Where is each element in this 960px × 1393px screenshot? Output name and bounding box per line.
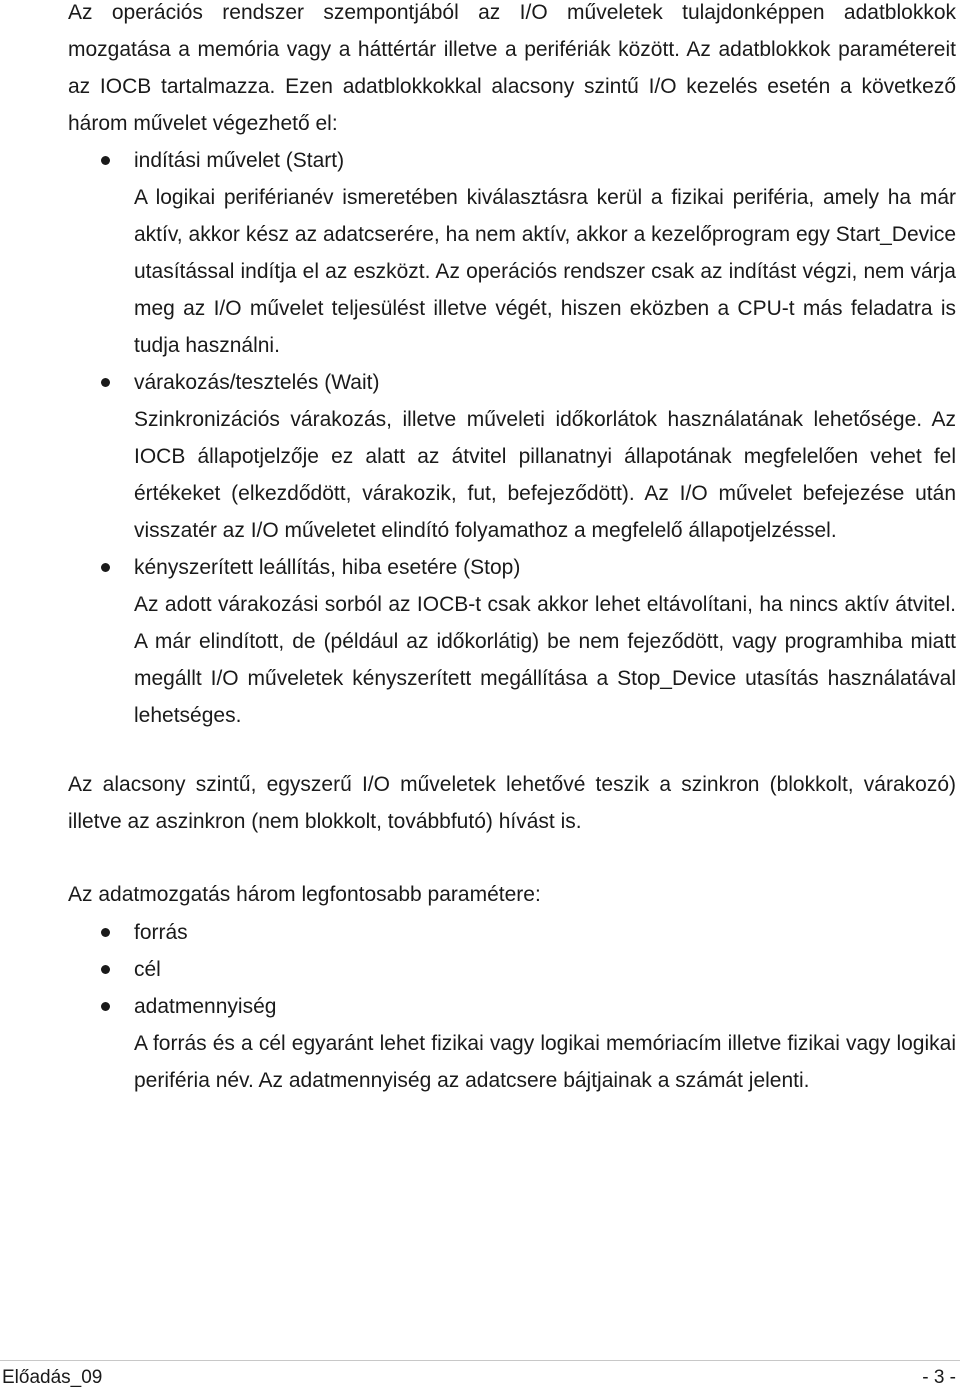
list-item <box>0 142 956 179</box>
list-item <box>0 914 956 951</box>
list-item <box>0 364 956 401</box>
operation-title: indítási művelet (Start) <box>134 149 345 172</box>
parameter-label: adatmennyiség <box>134 995 277 1018</box>
parameters-title: Az adatmozgatás három legfontosabb paramétere: <box>68 883 541 906</box>
bullet-icon <box>101 156 110 165</box>
parameter-label: cél <box>134 958 161 981</box>
list-item <box>0 988 956 1025</box>
operation-description: Az adott várakozási sorból az IOCB-t csak akkor lehet eltávolítani, ha nincs aktív átvitel. A már elindított, de (például az időkorlátig) be nem fejeződött, vagy programhiba miatt megállt I/O műveletek kényszerített megállítása a Stop_Device utasítás használatával lehetséges. <box>134 593 956 727</box>
footer-lecture-label: Előadás_09 <box>2 1367 103 1388</box>
page-footer <box>0 1366 960 1390</box>
operation-title: várakozás/tesztelés (Wait) <box>134 371 380 394</box>
bullet-icon <box>101 928 110 937</box>
summary-paragraph: Az alacsony szintű, egyszerű I/O műveletek lehetővé teszik a szinkron (blokkolt, várakozó) illetve az aszinkron (nem blokkolt, továbbfutó) hívást is. <box>68 773 956 833</box>
operation-description: Szinkronizációs várakozás, illetve műveleti időkorlátok használatának lehetősége. Az IOCB állapotjelzője ez alatt az átvitel pillanatnyi állapotának megfelelően vehet fel értékeket (elkezdődött, várakozik, fut, befejeződött). Az I/O művelet befejezése után visszatér az I/O műveletet elindító folyamathoz a megfelelő állapotjelzéssel. <box>134 408 956 542</box>
bullet-icon <box>101 965 110 974</box>
bullet-icon <box>101 1002 110 1011</box>
footer-divider <box>0 1360 960 1361</box>
list-item <box>0 549 956 586</box>
parameters-list <box>0 914 960 1099</box>
list-item <box>0 951 956 988</box>
operations-list <box>0 142 960 734</box>
bullet-icon <box>101 563 110 572</box>
operation-title: kényszerített leállítás, hiba esetére (Stop) <box>134 556 521 579</box>
operation-description: A logikai periférianév ismeretében kiválasztásra kerül a fizikai periféria, amely ha már aktív, akkor kész az adatcserére, ha nem aktív, akkor a kezelőprogram egy Start_Device utasítással indítja el az eszközt. Az operációs rendszer csak az indítást végzi, nem várja meg az I/O művelet teljesülést illetve végét, hiszen eközben a CPU-t más feladatra is tudja használni. <box>134 186 956 357</box>
parameters-description: A forrás és a cél egyaránt lehet fizikai vagy logikai memóriacím illetve fizikai vagy logikai periféria név. Az adatmennyiség az adatcsere bájtjainak a számát jelenti. <box>134 1032 956 1092</box>
bullet-icon <box>101 378 110 387</box>
intro-paragraph: Az operációs rendszer szempontjából az I/O műveletek tulajdonképpen adatblokkok mozgatása a memória vagy a háttértár illetve a perifériák között. Az adatblokkok paramétereit az IOCB tartalmazza. Ezen adatblokkokkal alacsony szintű I/O kezelés esetén a következő három művelet végezhető el: <box>68 1 956 135</box>
parameter-label: forrás <box>134 921 188 944</box>
footer-page-number: - 3 - <box>922 1367 956 1388</box>
